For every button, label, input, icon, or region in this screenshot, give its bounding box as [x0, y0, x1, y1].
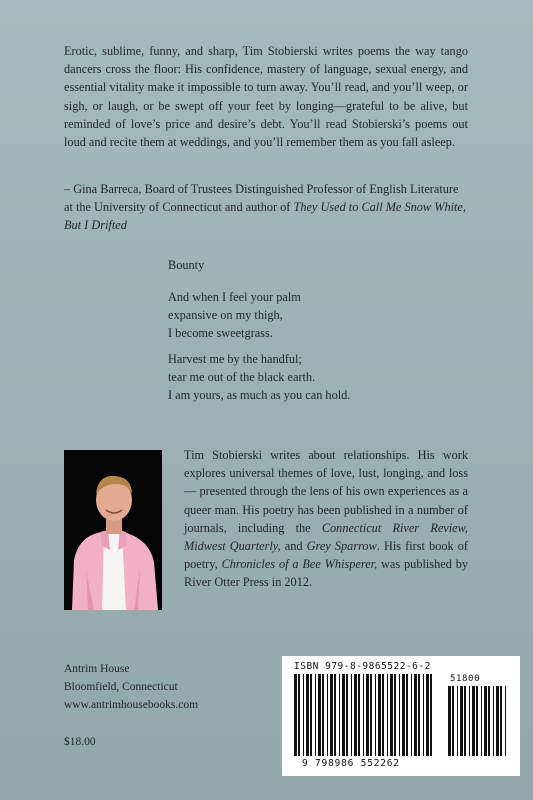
ean-digits: 9 798986 552262 — [302, 758, 400, 769]
barcode-bar — [318, 674, 321, 756]
publisher-website: www.antrimhousebooks.com — [64, 699, 199, 711]
barcode-bar — [493, 686, 494, 756]
barcode-bar — [500, 686, 502, 756]
poem-stanza-2 — [168, 350, 468, 404]
poem-line: I am yours, as much as you can hold. — [168, 388, 351, 402]
barcode-bar — [476, 686, 478, 756]
barcode-bar — [339, 674, 340, 756]
barcode-bar — [363, 674, 364, 756]
barcode-bar — [346, 674, 348, 756]
isbn-barcode — [282, 656, 520, 776]
barcode-bar — [303, 674, 304, 756]
barcode-bar — [472, 686, 475, 756]
barcode-bar — [390, 674, 393, 756]
poem-line: And when I feel your palm — [168, 290, 301, 304]
barcode-bar — [505, 686, 506, 756]
barcode-bar — [354, 674, 357, 756]
bio-journal: Grey Sparrow — [306, 539, 377, 554]
author-photo — [64, 450, 162, 610]
poem-line: Harvest me by the handful; — [168, 352, 302, 366]
bio-journals: Connecticut River Review, Midwest Quarterly, — [184, 520, 468, 554]
barcode-bar — [452, 686, 454, 756]
publisher-info — [64, 660, 198, 714]
barcode-bar — [358, 674, 360, 756]
poem-title: Bounty — [168, 258, 205, 272]
author-portrait-image — [64, 450, 162, 610]
barcode-bar — [327, 674, 328, 756]
bio-text: was published by River Otter Press in 2012. — [184, 557, 469, 590]
barcode-bar — [351, 674, 352, 756]
barcode-bar — [306, 674, 309, 756]
bio-text: Tim Stobierski writes about relationships. His work explores universal themes of love, lust, longing, and loss — presented through the lens of his own experiences as a queer man. His poetry has been published in a number of journals, including the — [184, 448, 468, 535]
barcode-bar — [342, 674, 345, 756]
barcode-bar — [426, 674, 429, 756]
barcode-bar — [423, 674, 424, 756]
barcode-bar — [334, 674, 336, 756]
publisher-name: Antrim House — [64, 663, 130, 675]
barcode-bar — [394, 674, 396, 756]
barcode-bar — [315, 674, 316, 756]
bio-text: . His first book of poetry, — [184, 539, 468, 572]
barcode-bar — [469, 686, 470, 756]
barcode-bar — [294, 674, 297, 756]
barcode-bar — [464, 686, 466, 756]
barcode-bar — [460, 686, 463, 756]
poem-line: expansive on my thigh, — [168, 308, 283, 322]
bio-first-book: Chronicles of a Bee Whisperer, — [221, 557, 378, 572]
barcode-bar — [448, 686, 451, 756]
barcode-bar — [488, 686, 490, 756]
barcode-bar — [330, 674, 333, 756]
barcode-bar — [298, 674, 300, 756]
price: $18.00 — [64, 736, 96, 748]
price-addon-number: 51800 — [450, 674, 481, 684]
barcode-bar — [457, 686, 458, 756]
poem-line: tear me out of the black earth. — [168, 370, 316, 384]
attribution-book-title: They Used to Call Me Snow White, But I Drifted — [64, 200, 466, 233]
barcode-bar — [481, 686, 482, 756]
publisher-location: Bloomfield, Connecticut — [64, 681, 178, 693]
barcode-bar — [402, 674, 405, 756]
attribution-text: – Gina Barreca, Board of Trustees Distinguished Professor of English Literature at the University of Connecticut and author of — [64, 182, 459, 215]
barcode-bar — [496, 686, 499, 756]
barcode-bar — [484, 686, 487, 756]
barcode-bar — [375, 674, 376, 756]
barcode-bar — [387, 674, 388, 756]
bio-text: and — [280, 539, 307, 554]
poem-line: I become sweetgrass. — [168, 326, 273, 340]
review-blurb: Erotic, sublime, funny, and sharp, Tim Stobierski writes poems the way tango dancers cross the floor: His confidence, mastery of language, sexual energy, and essential vitality make it impossible to turn away. You’ll read, and you’ll weep, or sigh, or laugh, or be swept off your feet by longing—grateful to be alive, but reminded of love’s price and desire’s debt. You’ll read Stobierski’s poems out loud and recite them at weddings, and you’ll remember them as you fall asleep. — [64, 44, 468, 150]
barcode-bar — [322, 674, 324, 756]
barcode-bar — [399, 674, 400, 756]
barcode-bar — [418, 674, 420, 756]
barcode-bar — [366, 674, 369, 756]
barcode-bar — [310, 674, 312, 756]
barcode-bar — [382, 674, 384, 756]
barcode-bar — [370, 674, 372, 756]
review-attribution — [64, 180, 468, 235]
author-bio — [184, 446, 468, 592]
barcode-bar — [378, 674, 381, 756]
barcode-bar — [411, 674, 412, 756]
isbn-number: ISBN 979-8-9865522-6-2 — [294, 661, 431, 672]
poem-stanza-1 — [168, 288, 468, 342]
barcode-bar — [406, 674, 408, 756]
barcode-bar — [414, 674, 417, 756]
barcode-bar — [430, 674, 432, 756]
